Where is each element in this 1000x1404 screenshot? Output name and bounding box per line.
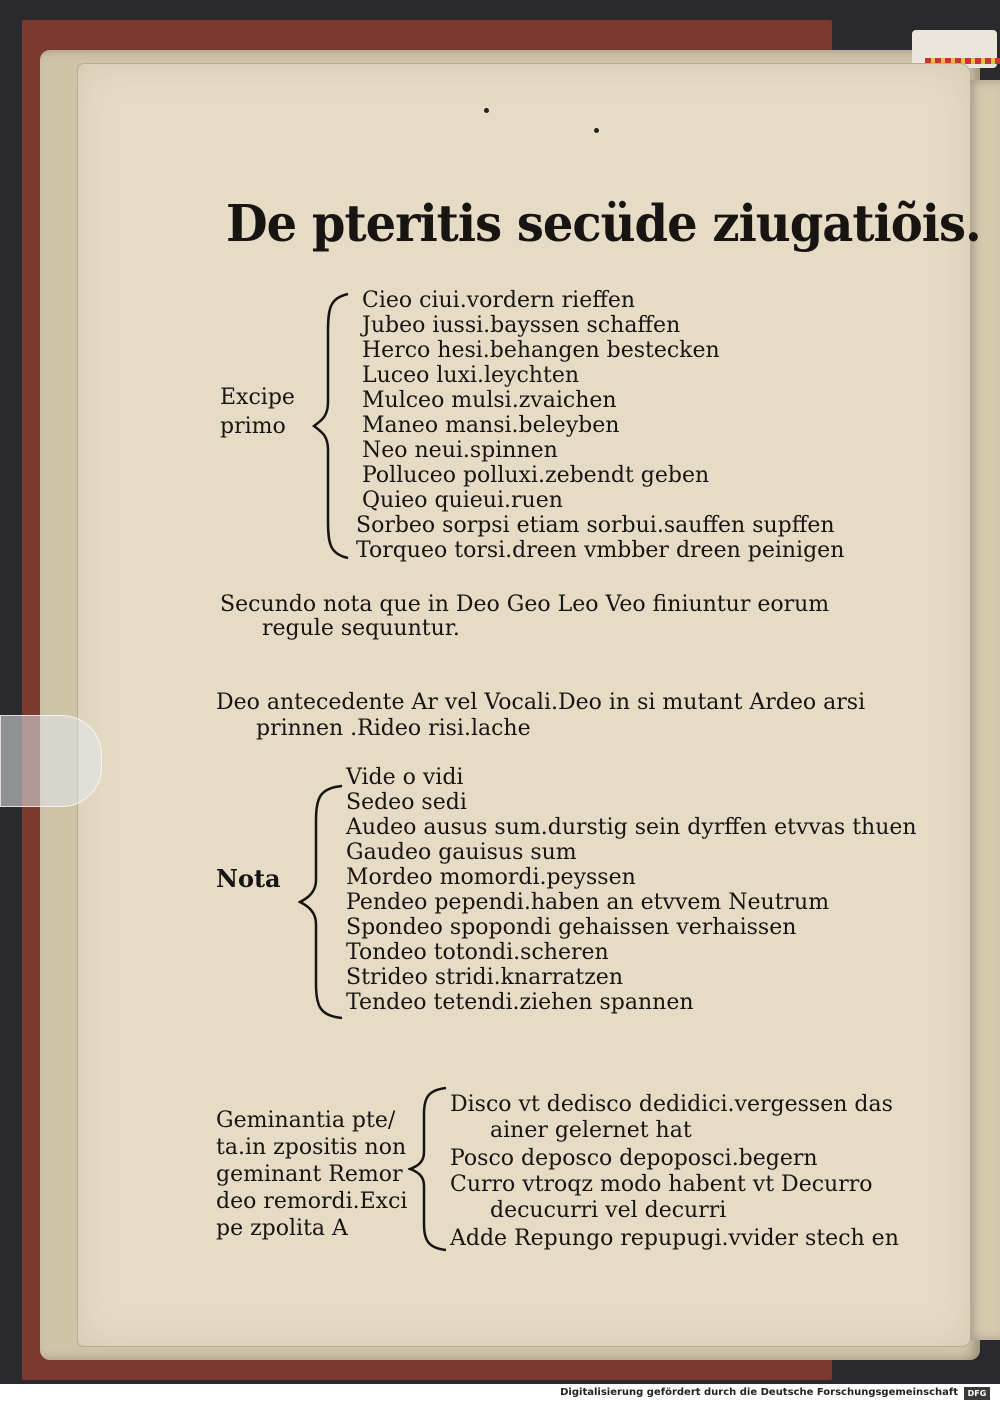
section3-label-line: ta.in zpositis non (216, 1135, 407, 1160)
section1-line: Maneo mansi.beleyben (362, 413, 620, 438)
section1-label-line: primo (220, 414, 286, 439)
section2-line: Pendeo pependi.haben an etvvem Neutrum (346, 890, 830, 915)
section1-line: Torqueo torsi.dreen vmbber dreen peinigen (356, 538, 845, 563)
section3-line: ainer gelernet hat (490, 1118, 692, 1143)
section3-label-line: geminant Remor (216, 1162, 403, 1187)
section3-line: Posco deposco depoposci.begern (450, 1146, 818, 1171)
section2-line: Gaudeo gauisus sum (346, 840, 577, 865)
section1-line: Cieo ciui.vordern rieffen (362, 288, 636, 313)
section1-line: Polluceo polluxi.zebendt geben (362, 463, 710, 488)
section3-brace (408, 1086, 448, 1252)
section2-line: Tendeo tetendi.ziehen spannen (346, 990, 694, 1015)
paragraph-line: regule sequuntur. (262, 616, 460, 641)
section3-label-line: deo remordi.Exci (216, 1189, 408, 1214)
section2-line: Spondeo spopondi gehaissen verhaissen (346, 915, 797, 940)
paragraph-line: Secundo nota que in Deo Geo Leo Veo finiuntur eorum (220, 592, 830, 617)
section2-line: Audeo ausus sum.durstig sein dyrffen etvvas thuen (346, 815, 917, 840)
section2-line: Sedeo sedi (346, 790, 467, 815)
section3-line: Disco vt dedisco dedidici.vergessen das (450, 1092, 893, 1117)
section3-label-line: pe zpolita A (216, 1216, 348, 1241)
footer-credit: Digitalisierung gefördert durch die Deutsche Forschungsgemeinschaft (560, 1387, 958, 1398)
section2-brace (298, 784, 344, 1020)
section1-line: Mulceo mulsi.zvaichen (362, 388, 617, 413)
paragraph-line: prinnen .Rideo risi.lache (256, 716, 531, 741)
ink-speck (484, 108, 489, 113)
section2-line: Tondeo totondi.scheren (346, 940, 609, 965)
section3-line: Curro vtroqz modo habent vt Decurro (450, 1172, 873, 1197)
section1-brace (312, 292, 352, 560)
ink-speck (594, 128, 599, 133)
dfg-logo: DFG (964, 1387, 990, 1400)
section3-line: Adde Repungo repupugi.vvider stech en (450, 1226, 899, 1251)
section2-label: Nota (216, 864, 281, 893)
section1-line: Luceo luxi.leychten (362, 363, 580, 388)
digitization-footer (0, 1384, 1000, 1404)
section1-line: Neo neui.spinnen (362, 438, 558, 463)
section2-line: Mordeo momordi.peyssen (346, 865, 636, 890)
page-title: De pteritis secüde ziugatiõis. (226, 194, 981, 254)
section1-label-line: Excipe (220, 385, 295, 410)
section2-line: Vide o vidi (346, 765, 464, 790)
section1-line: Sorbeo sorpsi etiam sorbui.sauffen supffen (356, 513, 835, 538)
section1-line: Herco hesi.behangen bestecken (362, 338, 720, 363)
section1-line: Jubeo iussi.bayssen schaffen (362, 313, 681, 338)
section1-line: Quieo quieui.ruen (362, 488, 563, 513)
section3-label-line: Geminantia pte/ (216, 1108, 396, 1133)
paragraph-line: Deo antecedente Ar vel Vocali.Deo in si mutant Ardeo arsi (216, 690, 866, 715)
section2-line: Strideo stridi.knarratzen (346, 965, 623, 990)
facing-page-edge (965, 80, 1000, 1340)
page-clip (0, 715, 102, 807)
section3-line: decucurri vel decurri (490, 1198, 727, 1223)
